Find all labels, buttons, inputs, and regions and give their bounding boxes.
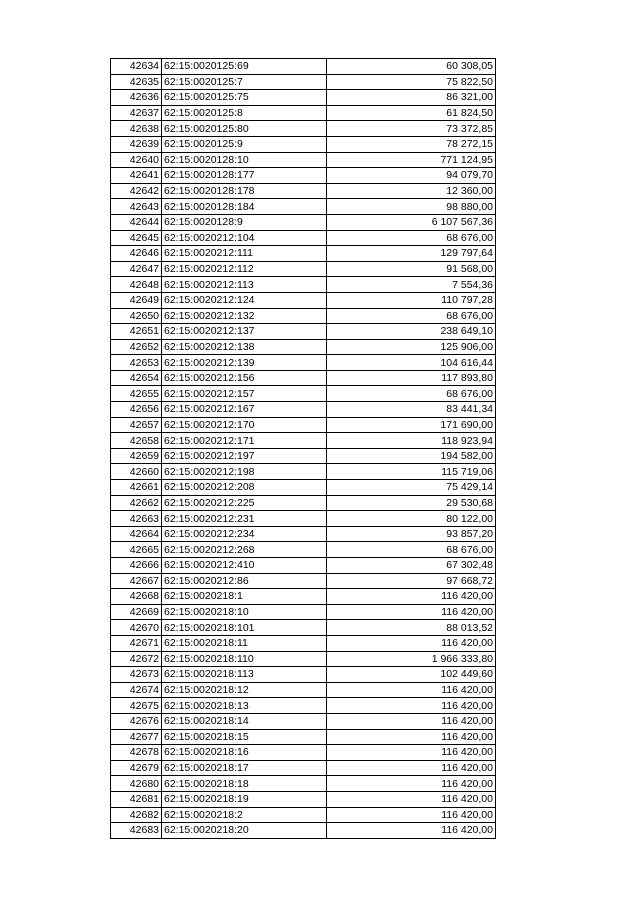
table-row <box>111 308 496 324</box>
row-number-cell: 42646 <box>111 246 162 262</box>
table-row <box>111 136 496 152</box>
value-cell: 12 360,00 <box>327 183 496 199</box>
table-row <box>111 604 496 620</box>
value-cell: 116 420,00 <box>327 776 496 792</box>
value-cell: 118 923,94 <box>327 433 496 449</box>
cadastral-number-cell: 62:15:0020218:16 <box>162 745 327 761</box>
cadastral-number-cell: 62:15:0020212:170 <box>162 417 327 433</box>
cadastral-number-cell: 62:15:0020218:11 <box>162 635 327 651</box>
cadastral-number-cell: 62:15:0020125:75 <box>162 90 327 106</box>
table-row <box>111 417 496 433</box>
table-row <box>111 823 496 839</box>
value-cell: 194 582,00 <box>327 448 496 464</box>
table-row <box>111 90 496 106</box>
table-row <box>111 386 496 402</box>
cadastral-number-cell: 62:15:0020212:234 <box>162 526 327 542</box>
value-cell: 7 554,36 <box>327 277 496 293</box>
row-number-cell: 42660 <box>111 464 162 480</box>
value-cell: 116 420,00 <box>327 698 496 714</box>
value-cell: 97 668,72 <box>327 573 496 589</box>
row-number-cell: 42645 <box>111 230 162 246</box>
table-row <box>111 183 496 199</box>
cadastral-number-cell: 62:15:0020212:132 <box>162 308 327 324</box>
value-cell: 98 880,00 <box>327 199 496 215</box>
cadastral-number-cell: 62:15:0020212:156 <box>162 370 327 386</box>
cadastral-number-cell: 62:15:0020218:18 <box>162 776 327 792</box>
value-cell: 75 429,14 <box>327 480 496 496</box>
row-number-cell: 42672 <box>111 651 162 667</box>
row-number-cell: 42638 <box>111 121 162 137</box>
table-row <box>111 791 496 807</box>
table-row <box>111 495 496 511</box>
value-cell: 238 649,10 <box>327 324 496 340</box>
table-row <box>111 448 496 464</box>
cadastral-number-cell: 62:15:0020218:15 <box>162 729 327 745</box>
cadastral-number-cell: 62:15:0020212:208 <box>162 480 327 496</box>
table-row <box>111 230 496 246</box>
value-cell: 115 719,06 <box>327 464 496 480</box>
cadastral-number-cell: 62:15:0020125:9 <box>162 136 327 152</box>
value-cell: 116 420,00 <box>327 807 496 823</box>
value-cell: 116 420,00 <box>327 791 496 807</box>
row-number-cell: 42675 <box>111 698 162 714</box>
table-row <box>111 355 496 371</box>
value-cell: 110 797,28 <box>327 292 496 308</box>
value-cell: 60 308,05 <box>327 59 496 75</box>
row-number-cell: 42653 <box>111 355 162 371</box>
cadastral-number-cell: 62:15:0020218:10 <box>162 604 327 620</box>
table-row <box>111 698 496 714</box>
table-row <box>111 74 496 90</box>
value-cell: 116 420,00 <box>327 635 496 651</box>
row-number-cell: 42664 <box>111 526 162 542</box>
cadastral-number-cell: 62:15:0020212:111 <box>162 246 327 262</box>
cadastral-number-cell: 62:15:0020212:231 <box>162 511 327 527</box>
cadastral-number-cell: 62:15:0020125:69 <box>162 59 327 75</box>
cadastral-number-cell: 62:15:0020125:8 <box>162 105 327 121</box>
table-row <box>111 589 496 605</box>
cadastral-number-cell: 62:15:0020218:113 <box>162 667 327 683</box>
table-row <box>111 776 496 792</box>
value-cell: 61 824,50 <box>327 105 496 121</box>
cadastral-number-cell: 62:15:0020212:124 <box>162 292 327 308</box>
row-number-cell: 42652 <box>111 339 162 355</box>
table-row <box>111 620 496 636</box>
table-row <box>111 199 496 215</box>
value-cell: 117 893,80 <box>327 370 496 386</box>
row-number-cell: 42642 <box>111 183 162 199</box>
row-number-cell: 42666 <box>111 558 162 574</box>
value-cell: 78 272,15 <box>327 136 496 152</box>
cadastral-number-cell: 62:15:0020212:167 <box>162 402 327 418</box>
table-row <box>111 573 496 589</box>
cadastral-number-cell: 62:15:0020212:104 <box>162 230 327 246</box>
table-row <box>111 121 496 137</box>
cadastral-number-cell: 62:15:0020218:20 <box>162 823 327 839</box>
table-row <box>111 542 496 558</box>
value-cell: 116 420,00 <box>327 823 496 839</box>
value-cell: 102 449,60 <box>327 667 496 683</box>
cadastral-number-cell: 62:15:0020125:80 <box>162 121 327 137</box>
value-cell: 94 079,70 <box>327 168 496 184</box>
table-row <box>111 246 496 262</box>
value-cell: 29 530,68 <box>327 495 496 511</box>
table-row <box>111 667 496 683</box>
row-number-cell: 42643 <box>111 199 162 215</box>
row-number-cell: 42648 <box>111 277 162 293</box>
row-number-cell: 42663 <box>111 511 162 527</box>
cadastral-number-cell: 62:15:0020218:101 <box>162 620 327 636</box>
row-number-cell: 42654 <box>111 370 162 386</box>
table-row <box>111 745 496 761</box>
table-row <box>111 807 496 823</box>
row-number-cell: 42634 <box>111 59 162 75</box>
row-number-cell: 42651 <box>111 324 162 340</box>
document-page <box>110 58 491 839</box>
cadastral-number-cell: 62:15:0020218:2 <box>162 807 327 823</box>
cadastral-number-cell: 62:15:0020212:138 <box>162 339 327 355</box>
table-row <box>111 713 496 729</box>
table-row <box>111 526 496 542</box>
row-number-cell: 42677 <box>111 729 162 745</box>
cadastral-number-cell: 62:15:0020128:10 <box>162 152 327 168</box>
value-cell: 129 797,64 <box>327 246 496 262</box>
cadastral-number-cell: 62:15:0020212:157 <box>162 386 327 402</box>
row-number-cell: 42657 <box>111 417 162 433</box>
cadastral-number-cell: 62:15:0020212:225 <box>162 495 327 511</box>
value-cell: 1 966 333,80 <box>327 651 496 667</box>
value-cell: 116 420,00 <box>327 729 496 745</box>
value-cell: 171 690,00 <box>327 417 496 433</box>
row-number-cell: 42667 <box>111 573 162 589</box>
table-row <box>111 370 496 386</box>
table-body <box>111 59 496 839</box>
cadastral-number-cell: 62:15:0020128:9 <box>162 214 327 230</box>
cadastral-number-cell: 62:15:0020212:410 <box>162 558 327 574</box>
table-row <box>111 651 496 667</box>
value-cell: 80 122,00 <box>327 511 496 527</box>
cadastral-number-cell: 62:15:0020212:139 <box>162 355 327 371</box>
row-number-cell: 42647 <box>111 261 162 277</box>
value-cell: 68 676,00 <box>327 542 496 558</box>
table-row <box>111 433 496 449</box>
value-cell: 104 616,44 <box>327 355 496 371</box>
row-number-cell: 42676 <box>111 713 162 729</box>
value-cell: 116 420,00 <box>327 713 496 729</box>
row-number-cell: 42673 <box>111 667 162 683</box>
value-cell: 68 676,00 <box>327 386 496 402</box>
value-cell: 68 676,00 <box>327 230 496 246</box>
cadastral-value-table <box>110 58 496 839</box>
table-row <box>111 324 496 340</box>
row-number-cell: 42637 <box>111 105 162 121</box>
value-cell: 67 302,48 <box>327 558 496 574</box>
table-row <box>111 168 496 184</box>
table-row <box>111 558 496 574</box>
cadastral-number-cell: 62:15:0020212:112 <box>162 261 327 277</box>
row-number-cell: 42649 <box>111 292 162 308</box>
row-number-cell: 42650 <box>111 308 162 324</box>
cadastral-number-cell: 62:15:0020212:268 <box>162 542 327 558</box>
value-cell: 83 441,34 <box>327 402 496 418</box>
value-cell: 771 124,95 <box>327 152 496 168</box>
cadastral-number-cell: 62:15:0020125:7 <box>162 74 327 90</box>
cadastral-number-cell: 62:15:0020128:184 <box>162 199 327 215</box>
table-row <box>111 464 496 480</box>
cadastral-number-cell: 62:15:0020128:177 <box>162 168 327 184</box>
table-row <box>111 682 496 698</box>
value-cell: 91 568,00 <box>327 261 496 277</box>
row-number-cell: 42674 <box>111 682 162 698</box>
cadastral-number-cell: 62:15:0020218:12 <box>162 682 327 698</box>
row-number-cell: 42659 <box>111 448 162 464</box>
value-cell: 6 107 567,36 <box>327 214 496 230</box>
cadastral-number-cell: 62:15:0020212:113 <box>162 277 327 293</box>
cadastral-number-cell: 62:15:0020218:1 <box>162 589 327 605</box>
value-cell: 73 372,85 <box>327 121 496 137</box>
table-row <box>111 152 496 168</box>
cadastral-number-cell: 62:15:0020218:19 <box>162 791 327 807</box>
cadastral-number-cell: 62:15:0020218:14 <box>162 713 327 729</box>
cadastral-number-cell: 62:15:0020128:178 <box>162 183 327 199</box>
cadastral-number-cell: 62:15:0020218:13 <box>162 698 327 714</box>
row-number-cell: 42682 <box>111 807 162 823</box>
cadastral-number-cell: 62:15:0020212:137 <box>162 324 327 340</box>
value-cell: 116 420,00 <box>327 745 496 761</box>
row-number-cell: 42680 <box>111 776 162 792</box>
cadastral-number-cell: 62:15:0020218:17 <box>162 760 327 776</box>
cadastral-number-cell: 62:15:0020212:198 <box>162 464 327 480</box>
cadastral-number-cell: 62:15:0020212:171 <box>162 433 327 449</box>
value-cell: 116 420,00 <box>327 760 496 776</box>
row-number-cell: 42639 <box>111 136 162 152</box>
row-number-cell: 42655 <box>111 386 162 402</box>
value-cell: 88 013,52 <box>327 620 496 636</box>
row-number-cell: 42665 <box>111 542 162 558</box>
row-number-cell: 42635 <box>111 74 162 90</box>
row-number-cell: 42681 <box>111 791 162 807</box>
table-row <box>111 480 496 496</box>
row-number-cell: 42656 <box>111 402 162 418</box>
row-number-cell: 42644 <box>111 214 162 230</box>
table-row <box>111 59 496 75</box>
cadastral-number-cell: 62:15:0020212:86 <box>162 573 327 589</box>
table-row <box>111 261 496 277</box>
table-row <box>111 635 496 651</box>
value-cell: 86 321,00 <box>327 90 496 106</box>
row-number-cell: 42641 <box>111 168 162 184</box>
cadastral-number-cell: 62:15:0020212:197 <box>162 448 327 464</box>
row-number-cell: 42679 <box>111 760 162 776</box>
value-cell: 93 857,20 <box>327 526 496 542</box>
row-number-cell: 42662 <box>111 495 162 511</box>
row-number-cell: 42671 <box>111 635 162 651</box>
value-cell: 116 420,00 <box>327 589 496 605</box>
row-number-cell: 42668 <box>111 589 162 605</box>
table-row <box>111 214 496 230</box>
table-row <box>111 105 496 121</box>
table-row <box>111 292 496 308</box>
value-cell: 68 676,00 <box>327 308 496 324</box>
row-number-cell: 42636 <box>111 90 162 106</box>
row-number-cell: 42678 <box>111 745 162 761</box>
row-number-cell: 42661 <box>111 480 162 496</box>
table-row <box>111 760 496 776</box>
row-number-cell: 42658 <box>111 433 162 449</box>
value-cell: 75 822,50 <box>327 74 496 90</box>
row-number-cell: 42640 <box>111 152 162 168</box>
row-number-cell: 42669 <box>111 604 162 620</box>
table-row <box>111 729 496 745</box>
row-number-cell: 42683 <box>111 823 162 839</box>
table-row <box>111 511 496 527</box>
cadastral-number-cell: 62:15:0020218:110 <box>162 651 327 667</box>
table-row <box>111 402 496 418</box>
value-cell: 116 420,00 <box>327 682 496 698</box>
row-number-cell: 42670 <box>111 620 162 636</box>
table-row <box>111 339 496 355</box>
value-cell: 116 420,00 <box>327 604 496 620</box>
table-row <box>111 277 496 293</box>
value-cell: 125 906,00 <box>327 339 496 355</box>
